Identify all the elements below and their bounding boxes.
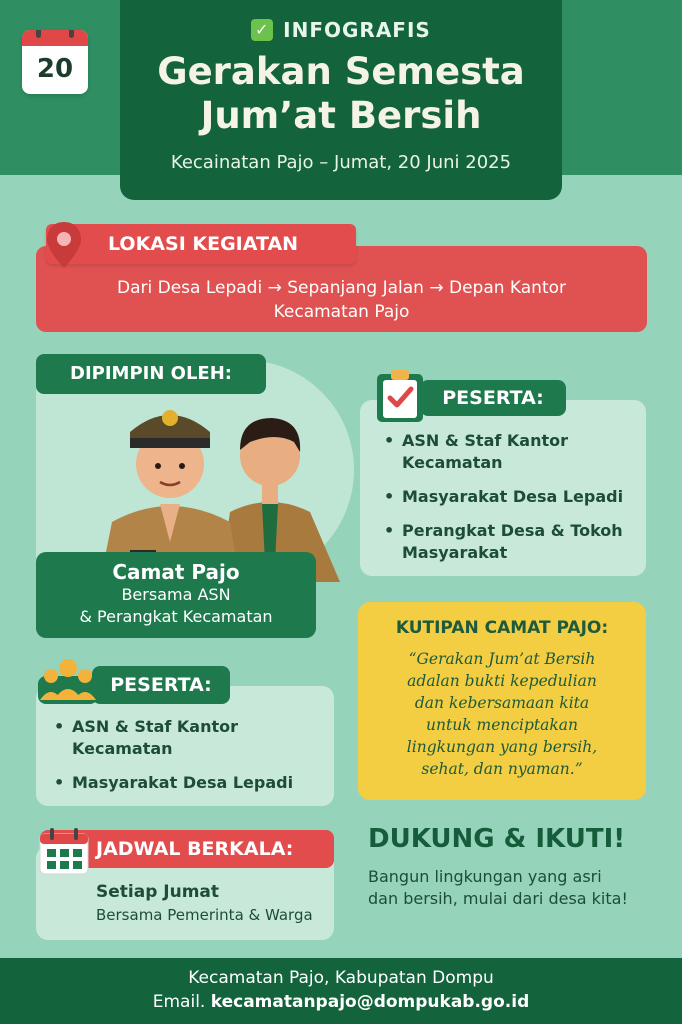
lokasi-label: LOKASI KEGIATAN [46,224,356,264]
lokasi-line-2: Kecamatan Pajo [273,302,410,322]
quote-text [358,648,646,780]
pimpinan-label: DIPIMPIN OLEH: [36,354,266,394]
grid-calendar-icon [38,828,90,876]
calendar-header [22,30,88,46]
location-pin-icon [44,220,84,272]
header [120,0,562,200]
footer [0,958,682,1024]
check-icon: ✓ [251,19,273,41]
list-item: • Masyarakat Desa Lepadi [384,486,640,508]
clipboard-check-icon [375,368,425,424]
peserta-right-label: PESERTA: [420,380,566,416]
lokasi-line-1: Dari Desa Lepadi → Sepanjang Jalan → Depan Kantor [116,278,567,298]
quote-title: KUTIPAN CAMAT PAJO: [395,618,609,638]
footer-email-link[interactable]: kecamatanpajo@dompukab.go.id [210,992,530,1012]
quote-line: lingkungan yang bersih, [406,738,598,756]
camat-sub-1: Bersama ASN [121,585,231,604]
camat-name: Camat Pajo [112,560,240,584]
quote-line: “Gerakan Jum’at Bersih [408,650,596,668]
calendar-day: 20 [36,54,74,84]
list-item: • Perangkat Desa & Tokoh Masyarakat [384,520,640,564]
footer-address: Kecamatan Pajo, Kabupatan Dompu [188,968,494,988]
group-icon [38,656,98,704]
camat-sub-2: & Perangkat Kecamatan [79,607,273,626]
camat-box [36,552,316,638]
quote-line: sehat, dan nyaman.” [421,760,583,778]
peserta-left-label: PESERTA: [92,666,230,704]
jadwal-label: JADWAL BERKALA: [40,830,334,868]
calendar-icon [22,30,88,94]
dukung-title: DUKUNG & IKUTI! [368,824,626,854]
dukung-line-1: Bangun lingkungan yang asri [368,867,602,886]
header-tag [120,18,562,42]
lokasi-route [36,276,647,324]
page-title [120,50,562,138]
quote-line: dan kebersamaan kita [414,694,590,712]
list-item: • Masyarakat Desa Lepadi [54,772,324,794]
quote-line: adalan bukti kepedulian [407,672,597,690]
footer-contact [0,992,682,1012]
jadwal-title: Setiap Jumat [96,882,220,902]
dukung-text [368,866,668,910]
peserta-left-list [54,716,324,806]
quote-line: untuk menciptakan [426,716,578,734]
header-tag-label: INFOGRAFIS [283,18,431,42]
list-item: • ASN & Staf Kantor Kecamatan [54,716,324,760]
dukung-line-2: dan bersih, mulai dari desa kita! [368,889,628,908]
title-line-2: Jum’at Bersih [200,94,482,137]
footer-email-label: Email. [152,992,206,1012]
peserta-right-list [384,430,640,576]
list-item: • ASN & Staf Kantor Kecamatan [384,430,640,474]
page-subtitle: Kecainatan Pajo – Jumat, 20 Juni 2025 [170,152,512,173]
quote-box [358,602,646,800]
title-line-1: Gerakan Semesta [157,50,525,93]
jadwal-sub: Bersama Pemerinta & Warga [96,906,313,924]
